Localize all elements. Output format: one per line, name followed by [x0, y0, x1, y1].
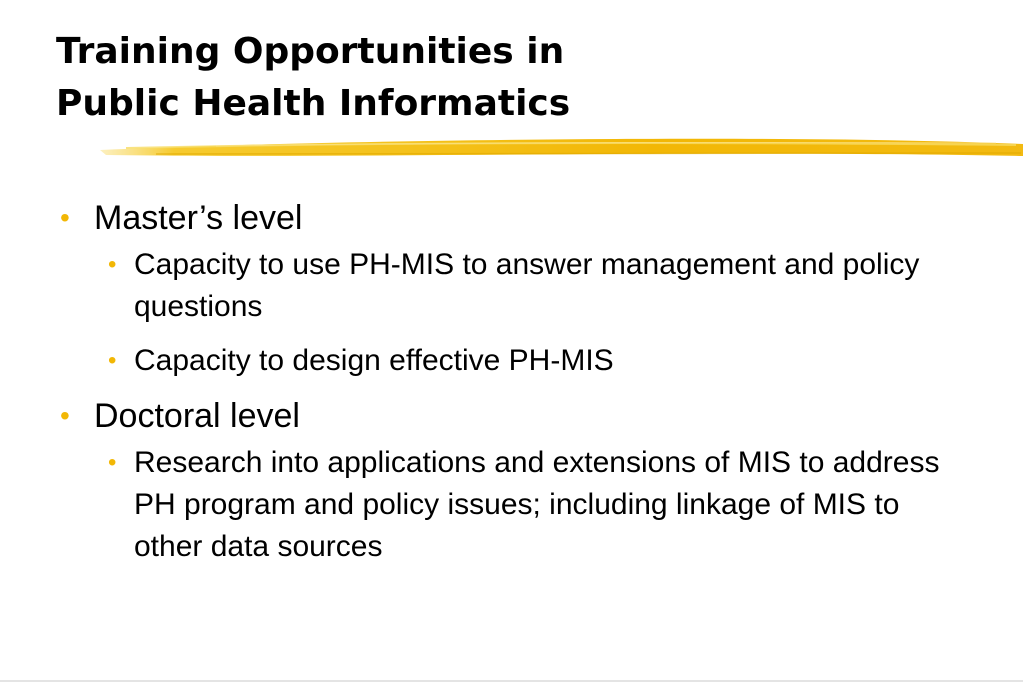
list-item-doctoral: [56, 394, 996, 438]
slide-title: [56, 26, 570, 130]
sub-list-item: [96, 244, 964, 328]
bullet-icon: •: [108, 251, 117, 278]
bullet-icon: •: [108, 347, 117, 374]
list-item-masters: [56, 196, 996, 240]
bullet-list: [56, 196, 996, 580]
slide-title-line-2: Public Health Informatics: [56, 83, 571, 124]
bullet-icon: •: [60, 400, 70, 431]
list-item-text: Doctoral level: [94, 397, 300, 435]
list-item-text: Master’s level: [94, 199, 303, 237]
slide-title-line-1: Training Opportunities in: [56, 31, 565, 72]
bullet-icon: •: [108, 449, 117, 476]
bullet-icon: •: [60, 202, 70, 233]
sub-list-item: [96, 340, 964, 382]
sub-list-item-text: Capacity to design effective PH-MIS: [134, 344, 614, 377]
sub-list-item: [96, 442, 964, 568]
title-underline-brushstroke: [96, 130, 1023, 166]
sub-list-item-text: Research into applications and extensions of MIS to address PH program and policy issues; including linkage of MIS to other data sources: [134, 446, 940, 563]
sub-list-item-text: Capacity to use PH-MIS to answer management and policy questions: [134, 248, 920, 323]
